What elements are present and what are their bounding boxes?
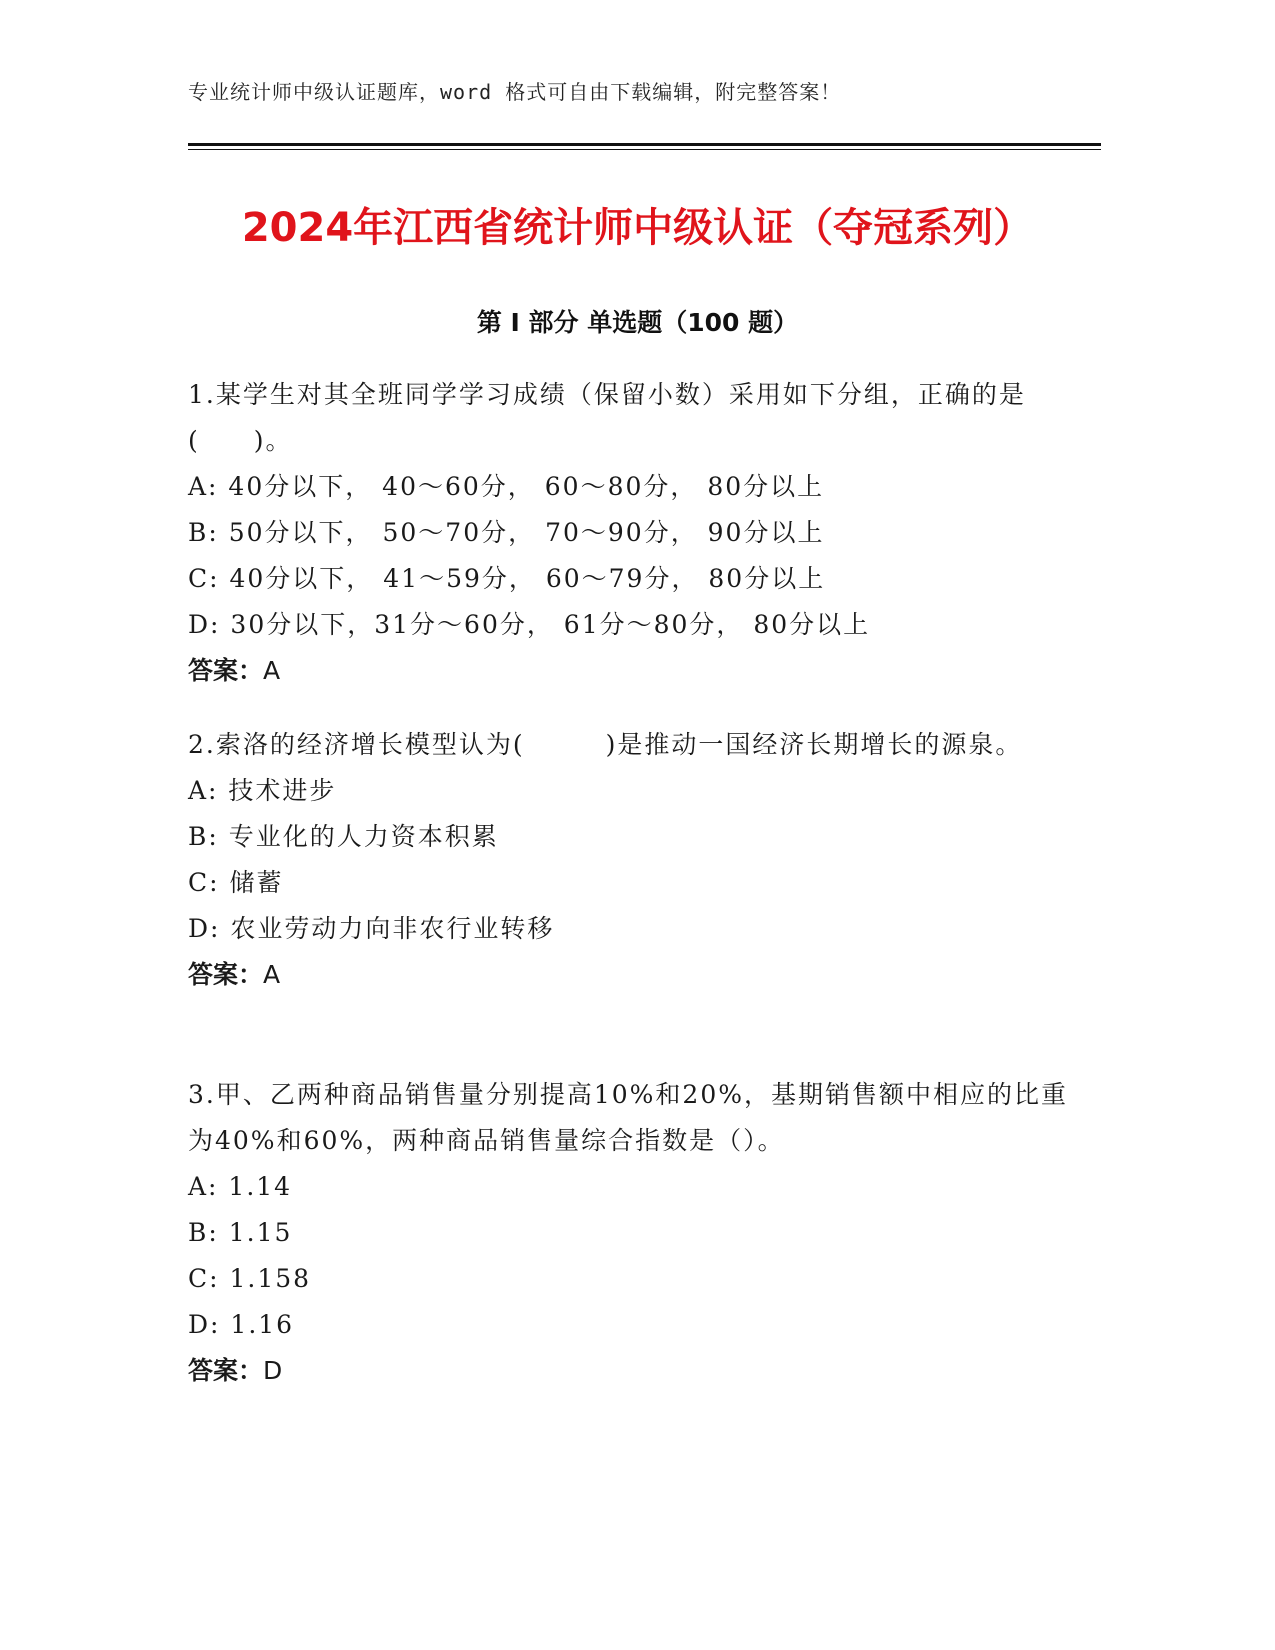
option-d: D: 30分以下，31分～60分， 61分～80分， 80分以上 bbox=[188, 610, 871, 639]
option-d: D: 1.16 bbox=[188, 1310, 295, 1339]
header-note: 专业统计师中级认证题库，word 格式可自由下载编辑，附完整答案！ bbox=[188, 80, 842, 104]
option-a: A: 40分以下， 40～60分， 60～80分， 80分以上 bbox=[188, 472, 825, 501]
answer-line bbox=[188, 648, 1068, 694]
answer-value: A bbox=[263, 656, 281, 685]
answer-label: 答案： bbox=[188, 1356, 264, 1385]
question-stem: 1.某学生对其全班同学学习成绩（保留小数）采用如下分组，正确的是( )。 bbox=[188, 380, 1026, 455]
option-b: B: 专业化的人力资本积累 bbox=[188, 822, 499, 851]
option-b: B: 50分以下， 50～70分， 70～90分， 90分以上 bbox=[188, 518, 825, 547]
option-a: A: 技术进步 bbox=[188, 776, 337, 805]
question-2 bbox=[188, 722, 1068, 998]
answer-label: 答案： bbox=[188, 656, 264, 685]
answer-line bbox=[188, 1348, 1068, 1394]
option-c: C: 40分以下， 41～59分， 60～79分， 80分以上 bbox=[188, 564, 826, 593]
option-c: C: 储蓄 bbox=[188, 868, 284, 897]
document-title: 2024年江西省统计师中级认证（夺冠系列） bbox=[241, 205, 1034, 251]
question-stem: 2.索洛的经济增长模型认为( )是推动一国经济长期增长的源泉。 bbox=[188, 730, 1023, 759]
option-d: D: 农业劳动力向非农行业转移 bbox=[188, 914, 555, 943]
option-a: A: 1.14 bbox=[188, 1172, 293, 1201]
question-stem: 3.甲、乙两种商品销售量分别提高10%和20%，基期销售额中相应的比重为40%和60%，两种商品销售量综合指数是（）。 bbox=[188, 1080, 1068, 1155]
option-c: C: 1.158 bbox=[188, 1264, 312, 1293]
header-rule-thin bbox=[188, 149, 1101, 150]
answer-value: A bbox=[263, 960, 281, 989]
header-rule-thick bbox=[188, 143, 1101, 146]
answer-line bbox=[188, 952, 1068, 998]
answer-label: 答案： bbox=[188, 960, 264, 989]
answer-value: D bbox=[263, 1356, 283, 1385]
section-title: 第 I 部分 单选题（100 题） bbox=[476, 308, 799, 337]
question-3 bbox=[188, 1072, 1068, 1394]
option-b: B: 1.15 bbox=[188, 1218, 293, 1247]
question-1 bbox=[188, 372, 1068, 694]
